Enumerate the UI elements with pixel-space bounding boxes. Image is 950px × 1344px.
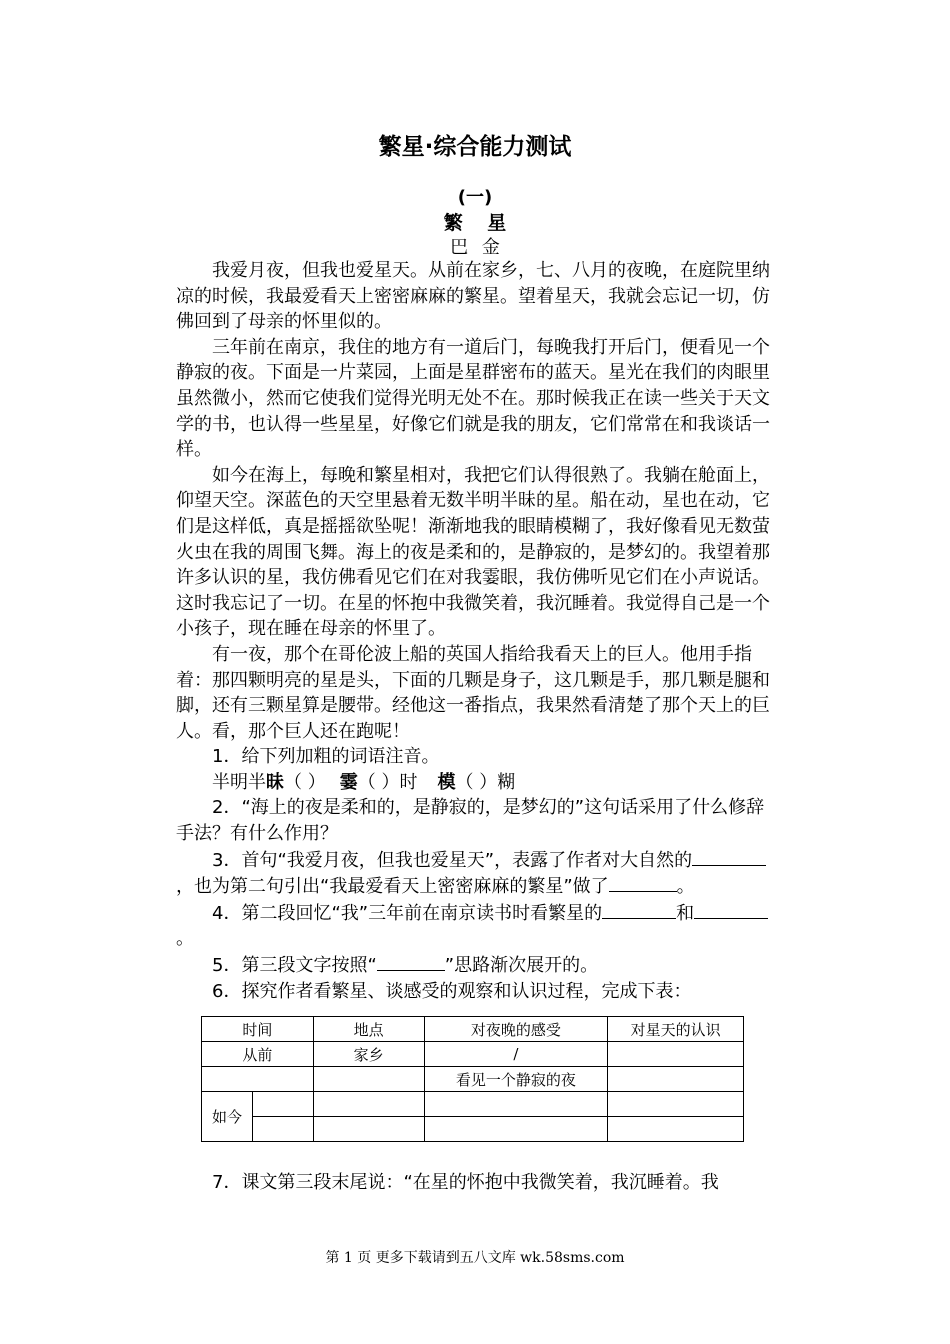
paragraph-1: 我爱月夜，但我也爱星天。从前在家乡，七、八月的夜晚，在庭院里纳凉的时候，我最爱看天上密密麻麻的繁星。望着星天，我就会忘记一切，仿佛回到了母亲的怀里似的。 (176, 260, 770, 333)
paragraph-3: 如今在海上，每晚和繁星相对，我把它们认得很熟了。我躺在舱面上，仰望天空。深蓝色的天空里悬着无数半明半昧的星。船在动，星也在动，它们是这样低，真是摇摇欲坠呢！渐渐地我的眼睛模糊了，我好像看见无数萤火虫在我的周围飞舞。海上的夜是柔和的，是静寂的，是梦幻的。我望着那许多认识的星，我仿佛看见它们在对我霎眼，我仿佛听见它们在小声说话。这时我忘记了一切。在星的怀抱中我微笑着，我沉睡着。我觉得自己是一个小孩子，现在睡在母亲的怀里了。 (176, 464, 770, 640)
table-cell-blank[interactable] (424, 1117, 608, 1142)
header-feeling: 对夜晚的感受 (424, 1017, 608, 1042)
section-number: (一) (457, 187, 493, 208)
table-header-row (202, 1017, 744, 1042)
answer-blank[interactable] (694, 900, 768, 919)
table-cell-blank[interactable] (313, 1067, 424, 1092)
answer-blank[interactable] (377, 952, 445, 971)
document-title: 繁星·综合能力测试 (378, 134, 572, 160)
table-cell-blank[interactable] (608, 1042, 744, 1067)
question-2: 2．“海上的夜是柔和的，是静寂的，是梦幻的”这句话采用了什么修辞手法？有什么作用？ (176, 797, 765, 845)
passage-body (176, 258, 780, 1004)
table-row: 看见一个静寂的夜 (202, 1067, 744, 1092)
word2-answer-paren[interactable]: （ ） (357, 771, 400, 793)
table-cell-blank[interactable] (313, 1092, 424, 1117)
question-4: 4．第二段回忆“我”三年前在南京读书时看繁星的 和。 (176, 900, 780, 952)
answer-blank[interactable] (609, 873, 677, 892)
answer-table (201, 1016, 744, 1142)
word3-bold: 模 (437, 771, 456, 793)
question-1: 1．给下列加粗的词语注音。 (212, 746, 440, 768)
word1-prefix: 半明半 (212, 771, 266, 793)
header-place: 地点 (313, 1017, 424, 1042)
paragraph-4: 有一夜，那个在哥伦波上船的英国人指给我看天上的巨人。他用手指着：那四颗明亮的星是头，下面的几颗是身子，这几颗是手，那几颗是腿和脚，还有三颗星算是腰带。经他这一番指点，我果然看清楚了那个天上的巨人。看，那个巨人还在跑呢！ (176, 643, 770, 742)
table-cell-blank[interactable] (608, 1067, 744, 1092)
header-time: 时间 (202, 1017, 314, 1042)
now-label: 如今 (202, 1092, 253, 1142)
header-understanding: 对星天的认识 (608, 1017, 744, 1042)
word1-answer-paren[interactable]: （ ） (284, 771, 326, 793)
table-cell-blank[interactable] (608, 1117, 744, 1142)
table-cell-blank[interactable] (202, 1067, 314, 1092)
question-6: 6．探究作者看繁星、谈感受的观察和认识过程，完成下表： (212, 980, 692, 1002)
word3-suffix: 糊 (497, 771, 516, 793)
answer-blank[interactable] (602, 900, 676, 919)
table-cell-blank[interactable] (424, 1092, 608, 1117)
passage-title: 繁 星 (443, 212, 507, 234)
table-cell-blank[interactable] (252, 1117, 313, 1142)
table-row (202, 1117, 744, 1142)
table-row: 从前 家乡 / (202, 1042, 744, 1067)
word2-bold: 霎 (339, 771, 358, 793)
paragraph-2: 三年前在南京，我住的地方有一道后门，每晚我打开后门，便看见一个静寂的夜。下面是一片菜园，上面是星群密布的蓝天。星光在我们的肉眼里虽然微小，然而它使我们觉得光明无处不在。那时候我正在读一些关于天文学的书，也认得一些星星，好像它们就是我的朋友，它们常常在和我谈话一样。 (176, 336, 770, 461)
word2-suffix: 时 (399, 771, 418, 793)
word3-answer-paren[interactable]: （ ） (455, 771, 498, 793)
word1-bold: 昧 (266, 771, 284, 793)
question-5: 5．第三段文字按照“ ”思路渐次展开的。 (176, 952, 780, 979)
table-cell-blank[interactable] (608, 1092, 744, 1117)
passage-author: 巴 金 (450, 237, 500, 258)
answer-blank[interactable] (692, 847, 766, 866)
question-3: 3．首句“我爱月夜，但我也爱星天”，表露了作者对大自然的，也为第二句引出“我最爱看天上密密麻麻的繁星”做了 。 (176, 847, 780, 900)
question-1-words (176, 770, 780, 796)
page-footer: 第 1 页 更多下载请到五八文库 wk.58sms.com (325, 1250, 625, 1266)
table-row (202, 1092, 744, 1117)
table-cell-blank[interactable] (252, 1092, 313, 1117)
question-7: 7．课文第三段末尾说：“在星的怀抱中我微笑着，我沉睡着。我 (212, 1172, 719, 1193)
table-cell-blank[interactable] (313, 1117, 424, 1142)
